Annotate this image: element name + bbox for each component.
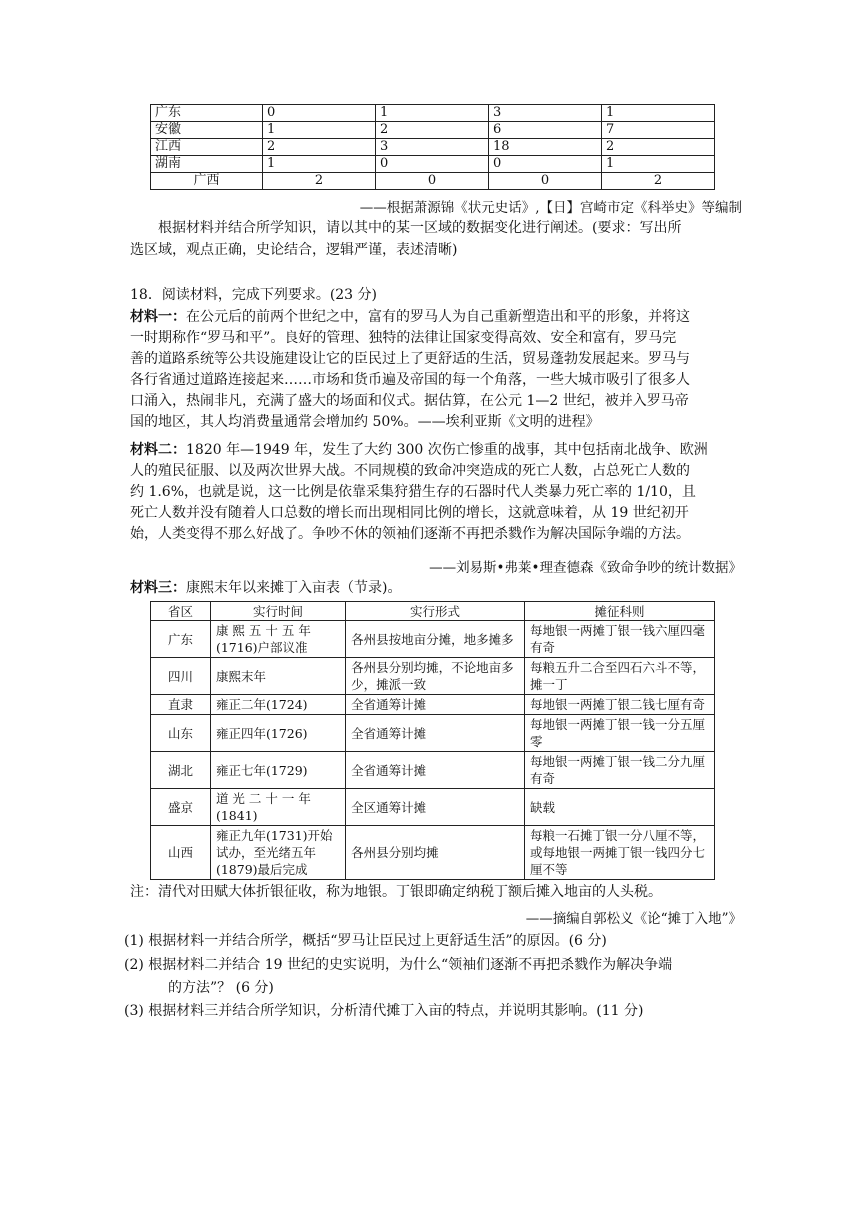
rate-cell: 每地银一两摊丁银一钱六厘四毫有奇 bbox=[524, 621, 714, 658]
period-cell: 雍正七年(1729) bbox=[210, 752, 345, 789]
rate-cell: 每粮一石摊丁银一分八厘不等，或每地银一两摊丁银一钱四分七厘不等 bbox=[524, 826, 714, 880]
rate-cell: 每粮五升二合至四石六斗不等，摊一丁 bbox=[524, 658, 714, 695]
material-3-caption: 康熙末年以来摊丁入亩表（节录)。 bbox=[186, 580, 402, 596]
form-cell: 全省通筹计摊 bbox=[346, 695, 525, 715]
tanding-rumu-table bbox=[150, 601, 715, 880]
table-row bbox=[151, 658, 715, 695]
q17-requirement bbox=[130, 218, 730, 239]
material-1 bbox=[130, 307, 730, 433]
table3-header: 摊征科则 bbox=[524, 602, 714, 621]
province-cell: 山西 bbox=[151, 826, 211, 880]
table3-header: 省区 bbox=[151, 602, 211, 621]
value-cell: 0 bbox=[489, 173, 602, 190]
province-cell: 广东 bbox=[151, 105, 263, 122]
value-cell: 0 bbox=[263, 105, 376, 122]
value-cell: 6 bbox=[489, 122, 602, 139]
province-cell: 湖南 bbox=[151, 156, 263, 173]
province-cell: 江西 bbox=[151, 139, 263, 156]
province-cell: 广西 bbox=[151, 173, 263, 190]
material-1-label: 材料一： bbox=[130, 309, 186, 325]
value-cell: 0 bbox=[376, 156, 489, 173]
material-2 bbox=[130, 440, 730, 545]
value-cell: 2 bbox=[263, 173, 376, 190]
form-cell: 各州县分别均摊，不论地亩多少，摊派一致 bbox=[346, 658, 525, 695]
period-cell: 雍正二年(1724) bbox=[210, 695, 345, 715]
form-cell: 全省通筹计摊 bbox=[346, 752, 525, 789]
question-2-cont: 的方法”？ (6 分) bbox=[168, 980, 274, 996]
value-cell: 2 bbox=[602, 173, 715, 190]
table-row bbox=[151, 621, 715, 658]
rate-cell: 每地银一两摊丁银二钱七厘有奇 bbox=[524, 695, 714, 715]
material-2-line: 人的殖民征服、以及两次世界大战。不同规模的致命冲突造成的死亡人数，占总死亡人数的 bbox=[130, 463, 690, 479]
table-row bbox=[151, 139, 715, 156]
period-cell: 康熙末年 bbox=[210, 658, 345, 695]
value-cell: 1 bbox=[376, 105, 489, 122]
value-cell: 2 bbox=[602, 139, 715, 156]
form-cell: 全省通筹计摊 bbox=[346, 715, 525, 752]
material-1-line: 口涌入，热闹非凡，充满了盛大的场面和仪式。据估算，在公元 1—2 世纪，被并入罗马帝 bbox=[130, 393, 689, 409]
material-1-line: 国的地区，其人均消费量通常会增加约 50%。——埃利亚斯《文明的进程》 bbox=[130, 414, 600, 430]
q17-requirement-line1: 根据材料并结合所学知识，请以其中的某一区域的数据变化进行阐述。(要求：写出所 bbox=[158, 220, 682, 236]
province-data-table bbox=[150, 104, 715, 190]
rate-cell: 每地银一两摊丁银一钱一分五厘零 bbox=[524, 715, 714, 752]
q17-requirement-line2: 选区域，观点正确，史论结合，逻辑严谨，表述清晰) bbox=[130, 242, 458, 258]
form-cell: 各州县按地亩分摊，地多摊多 bbox=[346, 621, 525, 658]
note-source: ——摘编自郭松义《论“摊丁入地”》 bbox=[525, 911, 742, 927]
value-cell: 1 bbox=[263, 122, 376, 139]
table-row bbox=[151, 789, 715, 826]
table-row bbox=[151, 173, 715, 190]
question-2: (2) 根据材料二并结合 19 世纪的史实说明，为什么“领袖们逐渐不再把杀戮作为解决争端 bbox=[124, 957, 673, 973]
material-3-label: 材料三： bbox=[130, 580, 186, 596]
period-cell: 雍正四年(1726) bbox=[210, 715, 345, 752]
province-cell: 山东 bbox=[151, 715, 211, 752]
table-row bbox=[151, 695, 715, 715]
form-cell: 全区通筹计摊 bbox=[346, 789, 525, 826]
material-2-label: 材料二： bbox=[130, 442, 186, 458]
material-1-line: 各行省通过道路连接起来……市场和货币遍及帝国的每一个角落，一些大城市吸引了很多人 bbox=[130, 372, 690, 388]
material-2-line: 约 1.6%，也就是说，这一比例是依靠采集狩猎生存的石器时代人类暴力死亡率的 1/10，且 bbox=[130, 484, 696, 500]
province-cell: 四川 bbox=[151, 658, 211, 695]
material-1-line: 在公元后的前两个世纪之中，富有的罗马人为自己重新塑造出和平的形象，并将这 bbox=[186, 309, 690, 325]
material-3-caption-line bbox=[130, 578, 730, 599]
material-1-line: 善的道路系统等公共设施建设让它的臣民过上了更舒适的生活，贸易蓬勃发展起来。罗马与 bbox=[130, 351, 690, 367]
table-row bbox=[151, 715, 715, 752]
value-cell: 0 bbox=[376, 173, 489, 190]
value-cell: 1 bbox=[602, 105, 715, 122]
value-cell: 1 bbox=[263, 156, 376, 173]
question-1: (1) 根据材料一并结合所学，概括“罗马让臣民过上更舒适生活”的原因。(6 分) bbox=[124, 933, 607, 949]
material-2-line: 1820 年—1949 年，发生了大约 300 次伤亡惨重的战事，其中包括南北战争、欧洲 bbox=[186, 442, 708, 458]
province-cell: 直隶 bbox=[151, 695, 211, 715]
material-2-line: 始，人类变得不那么好战了。争吵不休的领袖们逐渐不再把杀戮作为解决国际争端的方法。 bbox=[130, 526, 690, 542]
table3-header: 实行形式 bbox=[346, 602, 525, 621]
province-cell: 盛京 bbox=[151, 789, 211, 826]
table-row bbox=[151, 826, 715, 880]
period-cell: 雍正九年(1731)开始试办，至光绪五年(1879)最后完成 bbox=[210, 826, 345, 880]
table-row bbox=[151, 156, 715, 173]
province-cell: 广东 bbox=[151, 621, 211, 658]
rate-cell: 每地银一两摊丁银一钱二分九厘有奇 bbox=[524, 752, 714, 789]
material-2-source: ——刘易斯•弗莱•理查德森《致命争吵的统计数据》 bbox=[429, 560, 742, 576]
table3-header: 实行时间 bbox=[210, 602, 345, 621]
material-1-line: 一时期称作“罗马和平”。良好的管理、独特的法律让国家变得高效、安全和富有，罗马完 bbox=[130, 330, 677, 346]
period-cell: 康 熙 五 十 五 年 (1716)户部议准 bbox=[210, 621, 345, 658]
question-3: (3) 根据材料三并结合所学知识，分析清代摊丁入亩的特点，并说明其影响。(11 分) bbox=[124, 1003, 644, 1019]
value-cell: 2 bbox=[263, 139, 376, 156]
table1-source: ——根据萧源锦《状元史话》,【日】宫崎市定《科举史》等编制 bbox=[359, 200, 742, 216]
q17-requirement-cont bbox=[130, 240, 730, 261]
province-cell: 安徽 bbox=[151, 122, 263, 139]
value-cell: 3 bbox=[489, 105, 602, 122]
value-cell: 18 bbox=[489, 139, 602, 156]
value-cell: 1 bbox=[602, 156, 715, 173]
value-cell: 2 bbox=[376, 122, 489, 139]
q18-title: 18．阅读材料，完成下列要求。(23 分) bbox=[130, 287, 378, 303]
material-2-line: 死亡人数并没有随着人口总数的增长而出现相同比例的增长，这就意味着，从 19 世纪初开 bbox=[130, 505, 689, 521]
table-row bbox=[151, 752, 715, 789]
table-row bbox=[151, 105, 715, 122]
value-cell: 3 bbox=[376, 139, 489, 156]
period-cell: 道 光 二 十 一 年 (1841) bbox=[210, 789, 345, 826]
value-cell: 7 bbox=[602, 122, 715, 139]
value-cell: 0 bbox=[489, 156, 602, 173]
rate-cell: 缺载 bbox=[524, 789, 714, 826]
note: 注：清代对田赋大体折银征收，称为地银。丁银即确定纳税丁额后摊入地亩的人头税。 bbox=[130, 884, 662, 900]
table-row bbox=[151, 122, 715, 139]
province-cell: 湖北 bbox=[151, 752, 211, 789]
form-cell: 各州县分别均摊 bbox=[346, 826, 525, 880]
